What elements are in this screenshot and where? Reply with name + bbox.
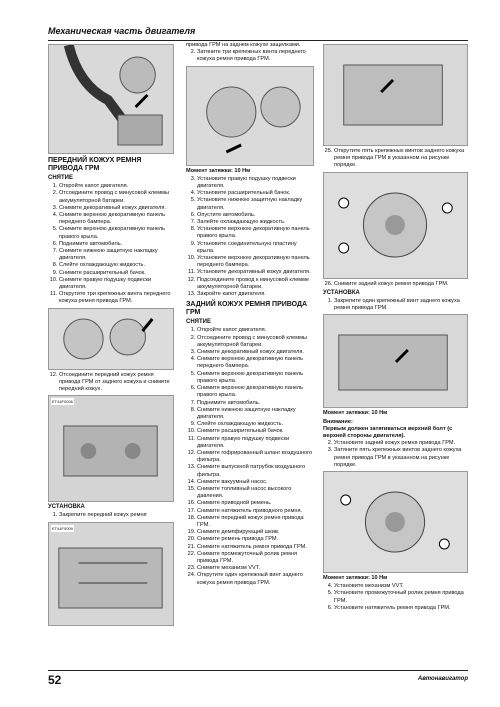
photo-rear-cover-sequence	[323, 172, 468, 279]
list-item: 8. Установите верхнюю декоративную панель правого крыла.	[197, 226, 314, 240]
photo-engine-hose	[48, 44, 174, 154]
list-item: 13. Закройте капот двигателя.	[197, 291, 314, 298]
list-item: 20. Снимите ремень привода ГРМ.	[197, 536, 314, 543]
list-item: 11. Установите декоративный кожух двигателя.	[197, 269, 314, 276]
list-item: 5. Снимите верхнюю декоративную панель правого крыла.	[197, 371, 314, 385]
list-item: 9. Установите соединительную пластину крыла.	[197, 241, 314, 255]
list-item: 19. Снимите демпфирующий шкив.	[197, 529, 314, 536]
removal-heading: СНЯТИЕ	[48, 175, 73, 181]
install-steps-list-3	[323, 583, 468, 612]
photo-rear-cover-install	[323, 471, 468, 573]
column-1	[48, 42, 174, 628]
list-item: 5. Установите промежуточный ролик ремня привода ГРМ.	[334, 590, 468, 604]
list-item: 12. Снимите гофрированный шланг воздушного фильтра.	[197, 450, 314, 464]
photo-rear-cover-top	[323, 44, 468, 146]
list-item: 3. Снимите декоративный кожух двигателя.	[59, 205, 174, 212]
list-item: 22. Снимите промежуточный ролик ремня привода ГРМ.	[197, 551, 314, 565]
list-item: 26. Снимите задний кожух ремня привода ГРМ.	[334, 281, 468, 288]
section-title-front-cover: ПЕРЕДНИЙ КОЖУХ РЕМНЯ ПРИВОДА ГРМ	[48, 157, 142, 172]
step-25-list	[323, 148, 468, 170]
list-item: 15. Снимите топливный насос высокого давления.	[197, 486, 314, 500]
install-steps-list	[48, 512, 174, 519]
install-heading: УСТАНОВКА	[48, 504, 85, 511]
list-item: 4. Установите механизм VVT.	[334, 583, 468, 590]
list-item: 9. Слейте охлаждающую жидкость.	[197, 421, 314, 428]
list-item: 4. Установите расширительный бачок.	[197, 190, 314, 197]
photo-front-cover-screws	[186, 66, 314, 166]
list-item: 12. Подсоедините провод к минусовой клемме аккумуляторной батареи.	[197, 277, 314, 291]
list-item: 3. Снимите декоративный кожух двигателя.	[197, 349, 314, 356]
list-item: 7. Поднимите автомобиль.	[197, 400, 314, 407]
column-3	[323, 42, 468, 612]
photo-rear-cover-bolt	[323, 314, 468, 408]
attention-text: Первым должен затягиваться верхний болт (с верхней стороны двигателя).	[323, 425, 453, 440]
list-item: 4. Снимите верхнюю декоративную панель переднего бампера.	[59, 212, 174, 226]
photo-front-cover-install	[48, 522, 174, 626]
list-item: 1. Закрепите передний кожух ремня	[59, 512, 174, 519]
list-item: 11. Снимите правую подушку подвески двигателя.	[197, 436, 314, 450]
torque-spec: Момент затяжки: 10 Нм	[186, 167, 251, 174]
continued-text: привода ГРМ на заднем кожухе защелками.	[186, 42, 301, 48]
list-item: 13. Снимите выпускной патрубок воздушного фильтра.	[197, 464, 314, 478]
photo-tag: ET44F0009	[52, 525, 73, 531]
section-title-rear-cover: ЗАДНИЙ КОЖУХ РЕМНЯ ПРИВОДА ГРМ	[186, 301, 308, 317]
list-item: 16. Снимите приводной ремень.	[197, 500, 314, 507]
list-item: 9. Снимите расширительный бачок.	[59, 270, 174, 277]
list-item: 1. Откройте капот двигателя.	[59, 183, 174, 190]
install-steps-list	[186, 176, 314, 298]
list-item: 7. Залейте охлаждающую жидкость.	[197, 219, 314, 226]
list-item: 2. Затяните три крепежных винта переднего кожуха ремня привода ГРМ.	[197, 49, 314, 63]
list-item: 24. Открутите один крепежный винт заднего кожуха ремня привода ГРМ.	[197, 572, 314, 586]
torque-spec: Момент затяжки: 10 Нм	[323, 410, 388, 417]
list-item: 7. Снимите нижнюю защитную накладку двигателя.	[59, 248, 174, 262]
list-item: 4. Снимите верхнюю декоративную панель переднего бампера.	[197, 356, 314, 370]
list-item: 6. Поднимите автомобиль.	[59, 241, 174, 248]
removal-heading: СНЯТИЕ	[186, 319, 211, 326]
list-item: 6. Установите натяжитель ремня привода ГРМ.	[334, 605, 468, 612]
step-2-list	[186, 49, 314, 63]
list-item: 18. Снимите передний кожух ремня привода ГРМ.	[197, 515, 314, 529]
page-footer	[48, 670, 468, 687]
step-12-list	[48, 372, 174, 394]
list-item: 5. Установите нижнюю защитную накладку двигателя.	[197, 197, 314, 211]
list-item: 1. Откройте капот двигателя.	[197, 327, 314, 334]
removal-steps-list	[48, 183, 174, 305]
install-heading: УСТАНОВКА	[323, 289, 360, 296]
list-item: 25. Открутите пять крепежных винтов заднего кожуха ремня привода ГРМ в указанном на рисунке порядке.	[334, 148, 468, 170]
list-item: 23. Снимите механизм VVT.	[197, 565, 314, 572]
list-item: 10. Снимите расширительный бачок.	[197, 428, 314, 435]
list-item: 2. Отсоедините провод с минусовой клеммы аккумуляторной батареи.	[59, 190, 174, 204]
torque-spec: Момент затяжки: 10 Нм	[323, 575, 388, 582]
list-item: 14. Снимите вакуумный насос.	[197, 479, 314, 486]
publisher-brand: Автонавигатор	[417, 676, 468, 682]
list-item: 21. Снимите натяжитель ремня привода ГРМ.	[197, 544, 314, 551]
list-item: 2. Установите задний кожух ремня привода ГРМ.	[334, 440, 468, 447]
page-header-title: Механическая часть двигателя	[48, 26, 196, 36]
list-item: 2. Отсоедините провод с минусовой клеммы аккумуляторной батареи.	[197, 335, 314, 349]
list-item: 3. Затяните пять крепежных винтов заднего кожуха ремня привода ГРМ в указанном на рисунке порядке.	[334, 447, 468, 469]
install-steps-list-2	[323, 440, 468, 469]
list-item: 10. Установите верхнюю декоративную панель переднего бампера.	[197, 255, 314, 269]
list-item: 3. Установите правую подушку подвески двигателя.	[197, 176, 314, 190]
list-item: 8. Снимите нижнюю защитную накладку двигателя.	[197, 407, 314, 421]
attention-label: Внимание:	[323, 418, 353, 425]
list-item: 5. Снимите верхнюю декоративную панель правого крыла.	[59, 226, 174, 240]
install-steps-list	[323, 298, 468, 312]
list-item: 17. Снимите натяжитель приводного ремня.	[197, 508, 314, 515]
photo-tag: ET44F0006	[52, 399, 73, 405]
list-item: 10. Снимите правую подушку подвески двигателя.	[59, 277, 174, 291]
list-item: 6. Опустите автомобиль.	[197, 212, 314, 219]
removal-steps-list	[186, 327, 314, 586]
list-item: 12. Отсоедините передний кожух ремня привода ГРМ от заднего кожуха и снимите передний кожух.	[59, 372, 174, 394]
step-26-list	[323, 281, 468, 288]
list-item: 8. Слейте охлаждающую жидкость.	[59, 262, 174, 269]
page-header	[48, 26, 468, 41]
photo-front-cover-removed	[48, 395, 174, 502]
list-item: 11. Открутите три крепежных винта переднего кожуха ремня привода ГРМ.	[59, 291, 174, 305]
column-2	[186, 42, 314, 587]
page-number: 52	[48, 673, 62, 687]
photo-front-cover-bolts	[48, 308, 174, 370]
list-item: 6. Снимите верхнюю декоративную панель правого крыла.	[197, 385, 314, 399]
list-item: 1. Закрепите один крепежный винт заднего кожуха ремня привода ГРМ.	[334, 298, 468, 312]
